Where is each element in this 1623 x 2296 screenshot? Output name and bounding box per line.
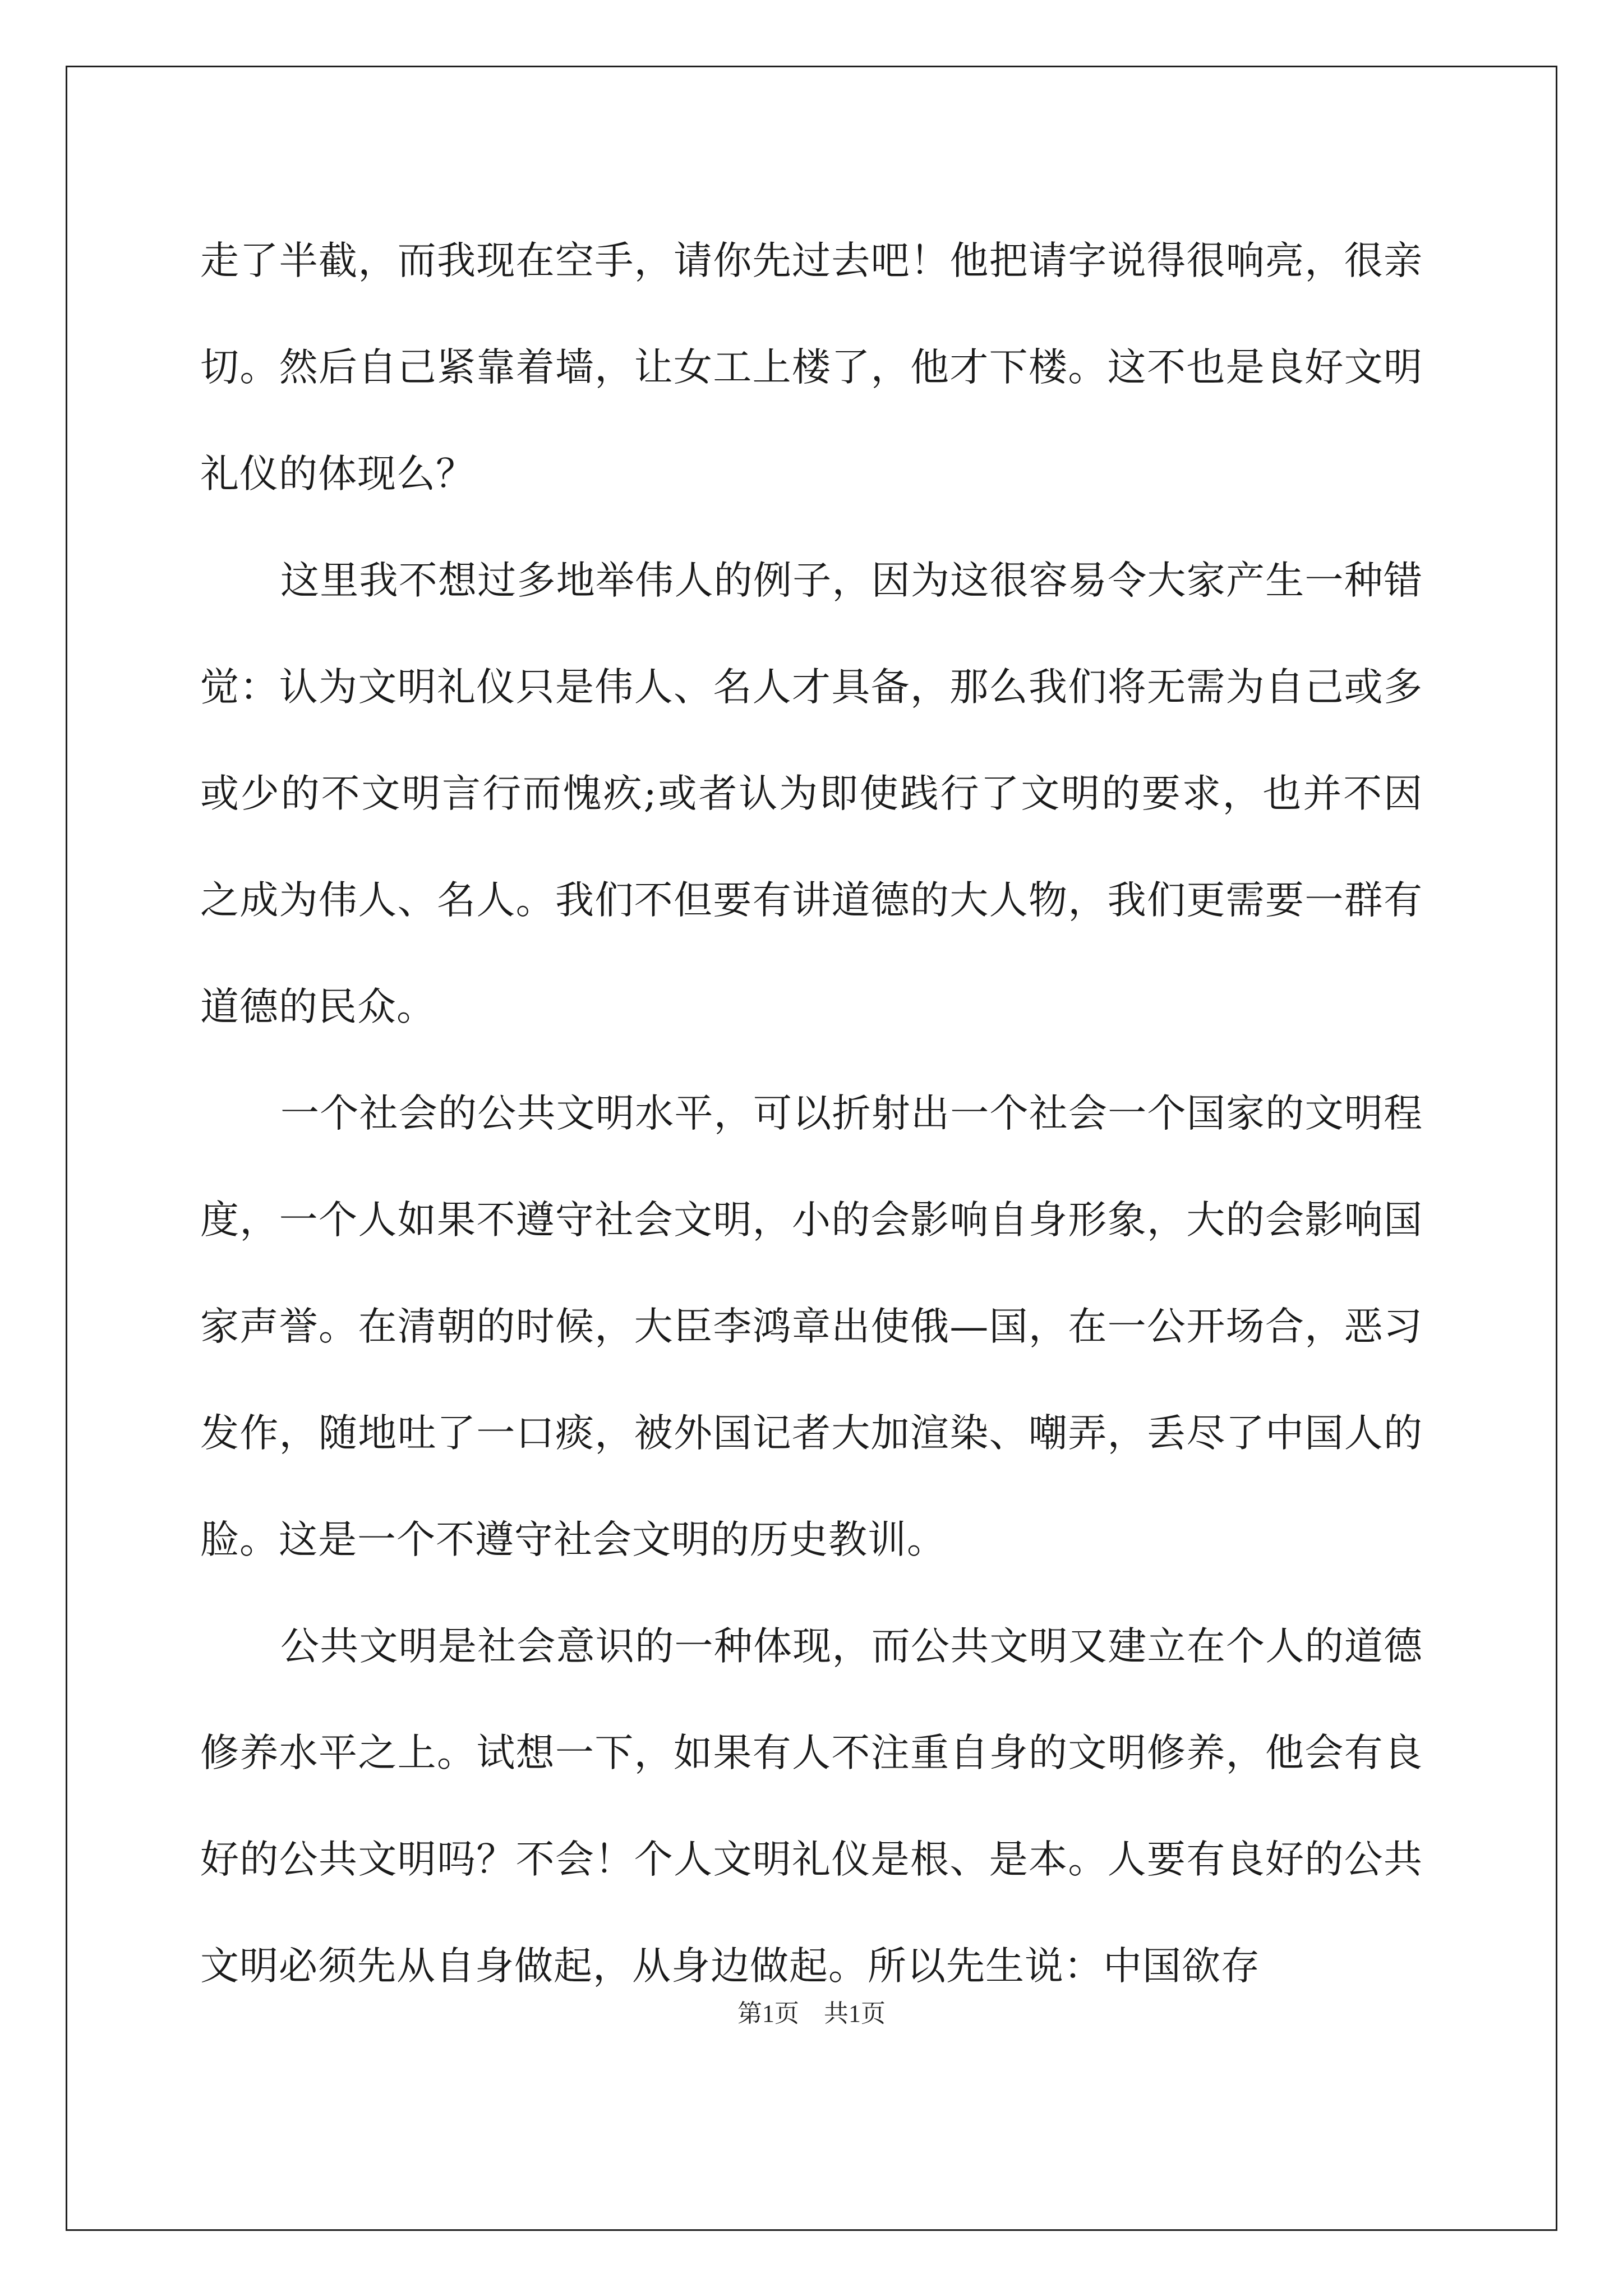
document-body <box>200 208 1423 2019</box>
paragraph: 这里我不想过多地举伟人的例子，因为这很容易令大家产生一种错觉：认为文明礼仪只是伟人、名人才具备，那么我们将无需为自己或多或少的不文明言行而愧疚;或者认为即使践行了文明的要求，也并不因之成为伟人、名人。我们不但要有讲道德的大人物，我们更需要一群有道德的民众。 <box>200 558 1423 1029</box>
paragraph: 一个社会的公共文明水平，可以折射出一个社会一个国家的文明程度，一个人如果不遵守社会文明，小的会影响自身形象，大的会影响国家声誉。在清朝的时候，大臣李鸿章出使俄—国，在一公开场合，恶习发作，随地吐了一口痰，被外国记者大加渲染、嘲弄，丢尽了中国人的脸。这是一个不遵守社会文明的历史教训。 <box>200 1091 1423 1562</box>
paragraph-continuation: 走了半截，而我现在空手，请你先过去吧！他把请字说得很响亮，很亲切。然后自己紧靠着墙，让女工上楼了，他才下楼。这不也是良好文明礼仪的体现么？ <box>200 238 1423 496</box>
paragraph: 公共文明是社会意识的一种体现，而公共文明又建立在个人的道德修养水平之上。试想一下，如果有人不注重自身的文明修养，他会有良好的公共文明吗？不会！个人文明礼仪是根、是本。人要有良好的公共文明必须先从自身做起，从身边做起。所以先生说：中国欲存 <box>200 1624 1423 1989</box>
page-number-footer: 第1页 共1页 <box>737 2000 886 2027</box>
